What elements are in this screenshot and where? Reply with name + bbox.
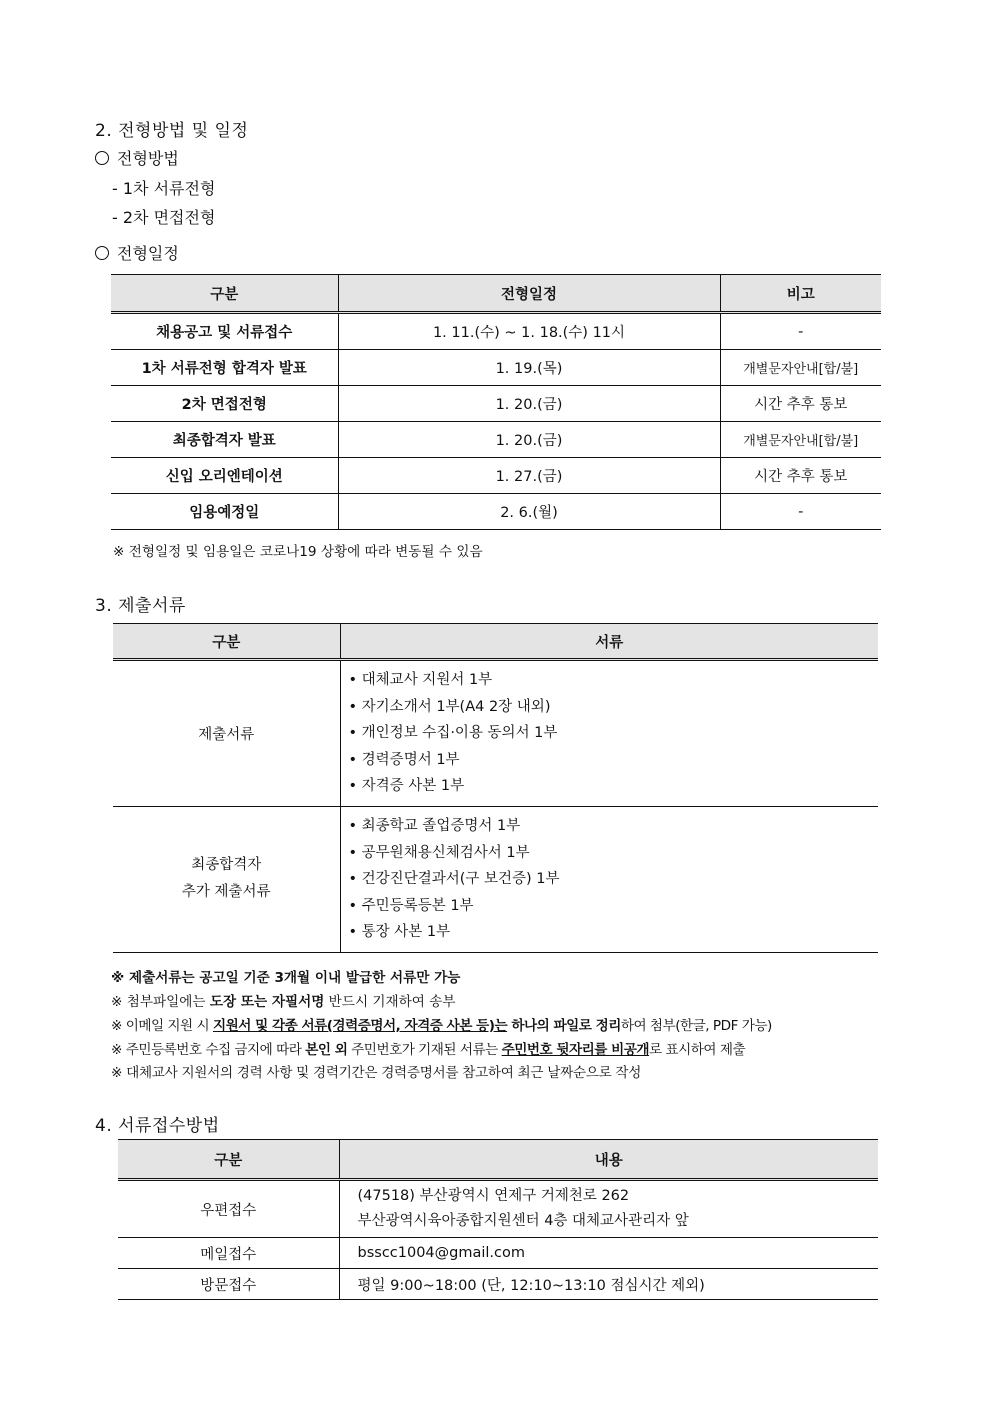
note-4: ※ 주민등록번호 수집 금지에 따라 본인 외 주민번호가 기재된 서류는 주민번호 뒷자리를 비공개로 표시하여 제출 [111,1042,746,1058]
row-note: 시간 추후 통보 [720,386,881,422]
row-note: - [720,494,881,530]
note-2: ※ 첨부파일에는 도장 또는 자필서명 반드시 기재하여 송부 [111,994,456,1010]
table-row [111,494,881,530]
row-date: 1. 11.(수) ~ 1. 18.(수) 11시 [338,313,720,350]
method-item: - 2차 면접전형 [112,208,216,227]
row-note: - [720,313,881,350]
note-5: ※ 대체교사 지원서의 경력 사항 및 경력기간은 경력증명서를 참고하여 최근 날짜순으로 작성 [111,1065,642,1081]
schedule-title-text: 전형일정 [117,244,179,263]
table-row [111,350,881,386]
header-category: 구분 [113,624,340,660]
table-row [111,313,881,350]
table-row [111,422,881,458]
row-category: 제출서류 [113,660,340,807]
row-content [339,1180,878,1238]
list-item: • 자기소개서 1부(A4 2장 내외) [349,694,879,721]
header-content: 내용 [339,1140,878,1180]
schedule-title [95,241,179,264]
list-item: • 개인정보 수집·이용 동의서 1부 [349,720,879,747]
table-row [118,1269,878,1300]
document-list [340,806,878,952]
category-line: 최종합격자 [191,857,262,874]
note-1: ※ 제출서류는 공고일 기준 3개월 이내 발급한 서류만 가능 [111,970,461,986]
methods-title-text: 전형방법 [117,149,179,168]
list-item: • 자격증 사본 1부 [349,773,879,800]
row-method: 우편접수 [118,1180,339,1238]
table-header-row [118,1140,878,1180]
list-item: • 통장 사본 1부 [349,919,879,946]
table-header-row [111,275,881,313]
header-note: 비고 [720,275,881,313]
row-item: 2차 면접전형 [111,386,338,422]
row-date: 1. 27.(금) [338,458,720,494]
list-item: • 대체교사 지원서 1부 [349,667,879,694]
header-category: 구분 [111,275,338,313]
table-header-row [113,624,878,660]
row-category [113,806,340,952]
row-item: 최종합격자 발표 [111,422,338,458]
email-address: bsscc1004@gmail.com [339,1238,878,1269]
list-item: • 최종학교 졸업증명서 1부 [349,813,879,840]
row-item: 채용공고 및 서류접수 [111,313,338,350]
documents-table [113,623,878,953]
method-item: - 1차 서류전형 [112,179,216,198]
list-item: • 공무원채용신체검사서 1부 [349,840,879,867]
submission-method-table [118,1139,878,1300]
table-row [118,1180,878,1238]
row-item: 신입 오리엔테이션 [111,458,338,494]
schedule-footnote: ※ 전형일정 및 임용일은 코로나19 상황에 따라 변동될 수 있음 [113,544,483,560]
row-date: 1. 20.(금) [338,386,720,422]
row-method: 메일접수 [118,1238,339,1269]
section-2-heading: 2. 전형방법 및 일정 [95,121,249,141]
list-item: • 주민등록등본 1부 [349,893,879,920]
row-note: 시간 추후 통보 [720,458,881,494]
row-date: 1. 19.(목) [338,350,720,386]
section-4-heading: 4. 서류접수방법 [95,1116,220,1136]
row-item: 임용예정일 [111,494,338,530]
methods-title [95,146,179,169]
table-row [113,806,878,952]
list-item: • 경력증명서 1부 [349,747,879,774]
row-note: 개별문자안내[합/불] [720,422,881,458]
section-3-heading: 3. 제출서류 [95,596,186,616]
circle-bullet-icon [95,246,109,260]
header-schedule: 전형일정 [338,275,720,313]
row-note: 개별문자안내[합/불] [720,350,881,386]
circle-bullet-icon [95,151,109,165]
table-row [111,386,881,422]
note-3: ※ 이메일 지원 시 지원서 및 각종 서류(경력증명서, 자격증 사본 등)는 하나의 파일로 정리하여 첨부(한글, PDF 가능) [111,1018,772,1034]
header-documents: 서류 [340,624,878,660]
row-item: 1차 서류전형 합격자 발표 [111,350,338,386]
row-date: 2. 6.(월) [338,494,720,530]
row-method: 방문접수 [118,1269,339,1300]
address-line: 부산광역시육아종합지원센터 4층 대체교사관리자 앞 [357,1213,689,1229]
row-date: 1. 20.(금) [338,422,720,458]
table-row [118,1238,878,1269]
list-item: • 건강진단결과서(구 보건증) 1부 [349,866,879,893]
visit-hours: 평일 9:00~18:00 (단, 12:10~13:10 점심시간 제외) [339,1269,878,1300]
document-list [340,660,878,807]
schedule-table [111,274,881,530]
category-line: 추가 제출서류 [181,884,271,901]
header-category: 구분 [118,1140,339,1180]
table-row [113,660,878,807]
table-row [111,458,881,494]
address-line: (47518) 부산광역시 연제구 거제천로 262 [357,1188,630,1204]
